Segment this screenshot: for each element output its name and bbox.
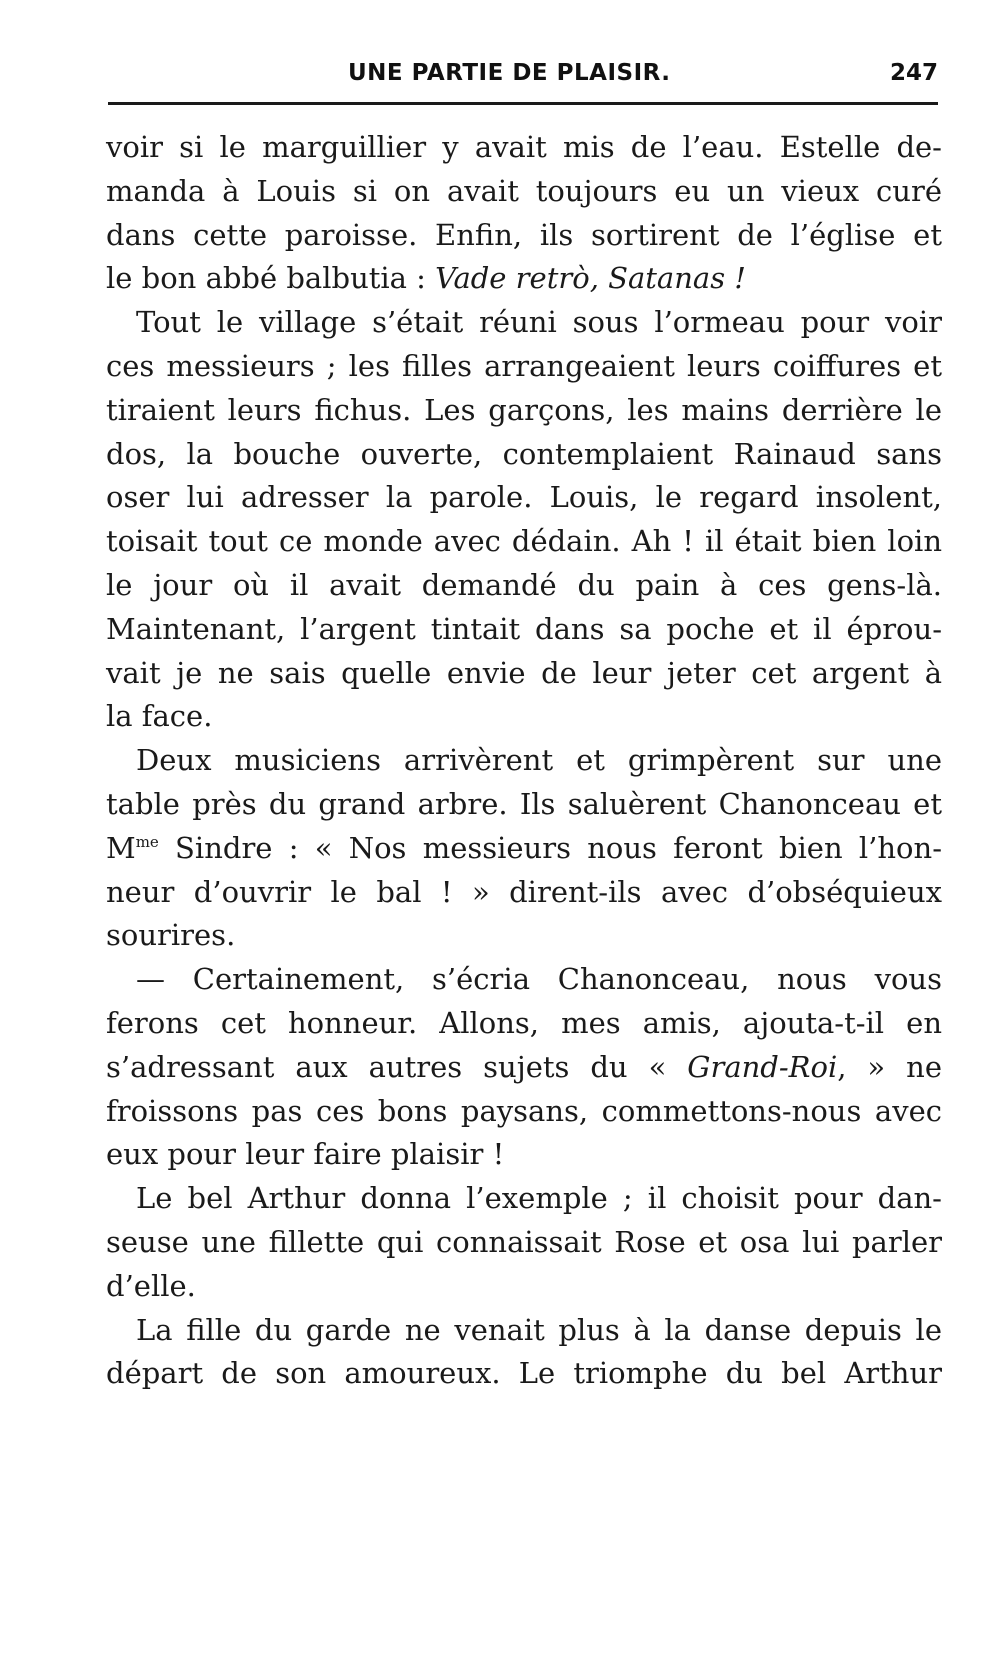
text-run: s’adressant aux autres sujets du «: [106, 1049, 688, 1084]
text-line: vait je ne sais quelle envie de leur jeter cet argent à: [106, 655, 942, 690]
paragraph-first-line: Tout le village s’était réuni sous l’ormeau pour voir: [136, 305, 942, 340]
running-title: UNE PARTIE DE PLAISIR.: [348, 60, 671, 86]
paragraph-first-line: Deux musiciens arrivèrent et grimpèrent sur une: [136, 743, 942, 778]
text-line: neur d’ouvrir le bal ! » dirent-ils avec d’obséquieux: [106, 874, 942, 909]
text-line: tiraient leurs fichus. Les garçons, les mains derrière le: [106, 392, 942, 427]
text-line: manda à Louis si on avait toujours eu un vieux curé: [106, 173, 942, 208]
text-line: seuse une fillette qui connaissait Rose et osa lui parler: [106, 1224, 942, 1259]
text-line: ferons cet honneur. Allons, mes amis, ajouta-t-il en: [106, 1005, 942, 1040]
header-rule: [108, 102, 938, 105]
text-line: voir si le marguillier y avait mis de l’eau. Estelle de-: [106, 130, 942, 164]
text-line: dos, la bouche ouverte, contemplaient Rainaud sans: [106, 436, 942, 471]
text-line: ces messieurs ; les filles arrangeaient leurs coiffures et: [106, 348, 942, 383]
running-head: [108, 58, 938, 98]
paragraph-last-line: eux pour leur faire plaisir !: [106, 1137, 505, 1172]
text-line: toisait tout ce monde avec dédain. Ah ! il était bien loin: [106, 524, 942, 559]
superscript-abbreviation: me: [135, 832, 159, 851]
text-line: le jour où il avait demandé du pain à ces gens-là.: [106, 567, 942, 602]
italic-phrase: Vade retrò, Satanas !: [435, 261, 746, 296]
text-run: Sindre : « Nos messieurs nous feront bien l’hon-: [158, 830, 942, 865]
text-line: [106, 257, 942, 301]
paragraph-last-line: sourires.: [106, 918, 236, 953]
text-line: dans cette paroisse. Enfin, ils sortirent de l’église et: [106, 217, 942, 252]
paragraph-last-line: la face.: [106, 699, 213, 734]
text-line: froissons pas ces bons paysans, commettons-nous avec: [106, 1093, 942, 1128]
paragraph-first-line: Le bel Arthur donna l’exemple ; il choisit pour dan-: [136, 1181, 942, 1216]
text-run: le bon abbé balbutia :: [106, 261, 436, 296]
text-run: , » ne: [837, 1049, 942, 1084]
text-line: départ de son amoureux. Le triomphe du bel Arthur: [106, 1356, 942, 1391]
paragraph-last-line: d’elle.: [106, 1268, 196, 1303]
text-line: table près du grand arbre. Ils saluèrent Chanonceau et: [106, 786, 942, 821]
text-line: [106, 1046, 942, 1090]
italic-phrase: Grand-Roi: [687, 1049, 838, 1084]
page-number: 247: [889, 60, 938, 86]
text-run: M: [106, 830, 136, 865]
paragraph-first-line: La fille du garde ne venait plus à la danse depuis le: [136, 1312, 942, 1347]
body-text: [106, 126, 942, 1396]
dialogue-first-line: — Certainement, s’écria Chanonceau, nous vous: [136, 962, 942, 997]
text-line: oser lui adresser la parole. Louis, le regard insolent,: [106, 480, 942, 515]
text-line: Maintenant, l’argent tintait dans sa poche et il éprou-: [106, 611, 942, 646]
text-line: [106, 827, 942, 871]
